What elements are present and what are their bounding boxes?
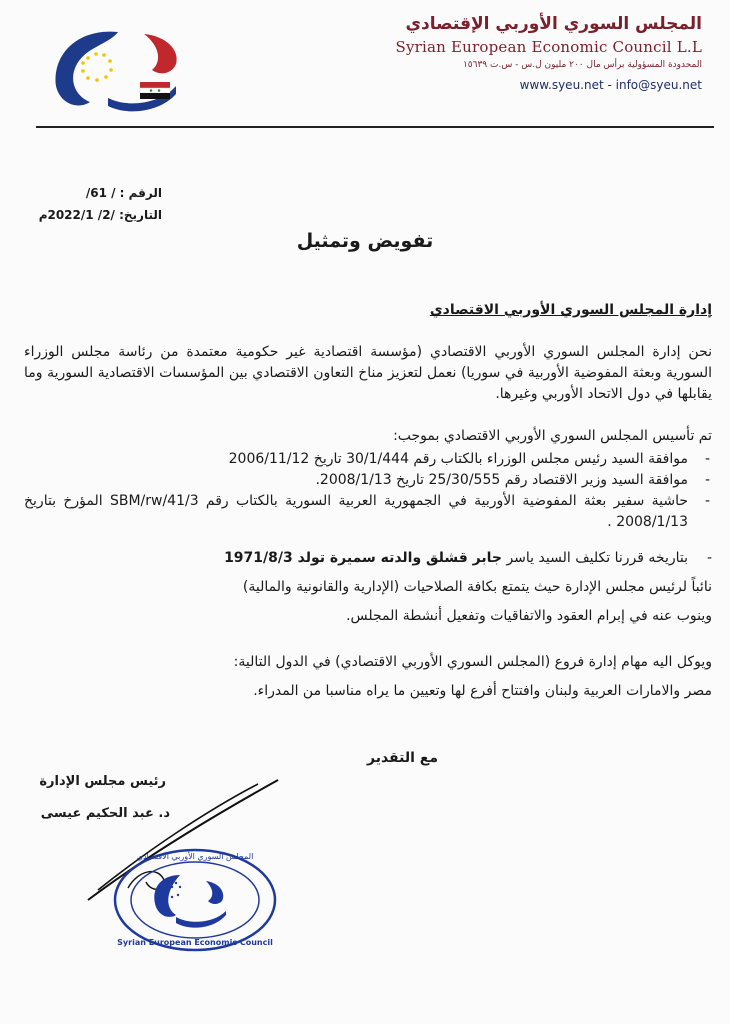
list-item: - حاشية سفير بعثة المفوضية الأوربية في الجمهورية العربية السورية بالكتاب رقم SBM/rw/41/3 المؤرخ بتاريخ 2008/1/13 . [24,491,688,533]
official-seal-icon [110,845,280,955]
founding-list [24,449,712,533]
org-legal-line: المحدودة المسؤولية برأس مال ٢٠٠ مليون ل.س - س.ت ١٥٦٣٩ [462,60,702,70]
branches-section [24,652,712,710]
signatory-role: رئيس مجلس الإدارة [39,774,166,789]
org-name-arabic: المجلس السوري الأوربي الإقتصادي [405,14,702,34]
assignment-name: جابر قشلق والدته سميرة تولد 1971/8/3 [224,550,502,566]
signatory-name: د. عبد الحكيم عيسى [40,806,170,821]
list-item: - موافقة السيد رئيس مجلس الوزراء بالكتاب رقم 30/1/444 تاريخ 2006/11/12 [24,449,688,470]
list-item: - موافقة السيد وزير الاقتصاد رقم 25/30/555 تاريخ 2008/1/13. [24,470,688,491]
org-web-contact: www.syeu.net - info@syeu.net [519,78,702,92]
branches-line-2: مصر والامارات العربية ولبنان وافتتاح أفرع لها وتعيين ما يراه مناسبا من المدراء. [253,683,712,699]
org-name-english: Syrian European Economic Council L.L [395,38,702,56]
assignment-powers: وينوب عنه في إبرام العقود والاتفاقيات وتفعيل أنشطة المجلس. [346,608,712,624]
assignment-section [24,548,712,635]
founding-intro: تم تأسيس المجلس السوري الأوربي الاقتصادي بموجب: [393,428,712,444]
document-title: تفويض وتمثيل [296,230,434,252]
founding-section [24,426,712,533]
council-logo-icon [48,24,188,114]
closing-regards: مع التقدير [366,750,438,766]
branches-line-1: ويوكل اليه مهام إدارة فروع (المجلس السوري الأوربي الاقتصادي) في الدول التالية: [233,654,712,670]
seal-english-text: Syrian European Economic Council [117,938,273,947]
reference-date: التاريخ: /2/ 2022/1م [38,208,162,222]
assignment-role: نائباً لرئيس مجلس الإدارة حيث يتمتع بكافة الصلاحيات (الإدارية والقانونية والمالية) [242,579,712,595]
reference-number: الرقم : / 61/ [85,186,162,200]
intro-paragraph: نحن إدارة المجلس السوري الأوربي الاقتصادي (مؤسسة اقتصادية غير حكومية معتمدة من رئاسة مجلس الوزراء السورية وبعثة المفوضية الأوربية في سوريا) نعمل لتعزيز مناخ التعاون الاقتصادي بين المؤسسات الاقتصادية السورية وما يقابلها في دول الاتحاد الأوربي وغيرها. [24,344,712,402]
assignment-line [24,548,712,569]
assignment-prefix: بتاريخه قررنا تكليف السيد ياسر [506,550,688,566]
seal-arabic-text: المجلس السوري الأوربي الاقتصادي [136,852,254,861]
addressee: إدارة المجلس السوري الأوربي الاقتصادي [429,302,712,318]
header-divider [36,126,714,128]
org-header [372,14,702,92]
reference-block [22,186,162,230]
